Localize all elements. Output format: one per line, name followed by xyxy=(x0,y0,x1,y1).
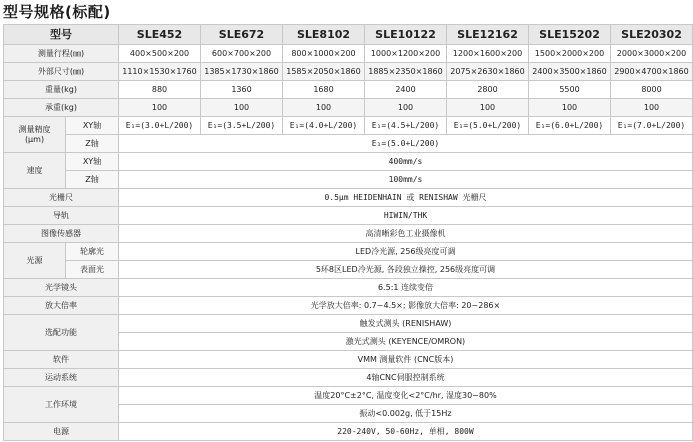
table-cell: E₁=(4.5+L/200) xyxy=(365,117,447,135)
table-cell: 2800 xyxy=(447,81,529,99)
table-cell: 100mm/s xyxy=(119,171,693,189)
table-cell: 1585×2050×1860 xyxy=(283,63,365,81)
table-cell: 5环8区LED冷光源, 各段独立操控, 256级亮度可调 xyxy=(119,261,693,279)
row-sublabel: Z轴 xyxy=(66,135,119,153)
model-name: SLE8102 xyxy=(283,25,365,45)
table-row-options-1 xyxy=(4,315,693,333)
model-name: SLE672 xyxy=(201,25,283,45)
table-cell: 2400×3500×1860 xyxy=(529,63,611,81)
table-cell: 5500 xyxy=(529,81,611,99)
table-row-software xyxy=(4,351,693,369)
table-cell: 1385×1730×1860 xyxy=(201,63,283,81)
table-cell: E₁=(6.0+L/200) xyxy=(529,117,611,135)
row-label: 软件 xyxy=(4,351,119,369)
table-cell: 2000×3000×200 xyxy=(611,45,693,63)
table-cell: 光学放大倍率: 0.7~4.5×; 影像放大倍率: 20~286× xyxy=(119,297,693,315)
table-row-environment-1 xyxy=(4,387,693,405)
spec-table xyxy=(3,24,693,441)
table-row-lens xyxy=(4,279,693,297)
table-cell: 800×1000×200 xyxy=(283,45,365,63)
row-label: 图像传感器 xyxy=(4,225,119,243)
table-cell: 8000 xyxy=(611,81,693,99)
table-cell: 2075×2630×1860 xyxy=(447,63,529,81)
table-cell: E₁=(7.0+L/200) xyxy=(611,117,693,135)
table-cell: E₁=(5.0+L/200) xyxy=(119,135,693,153)
table-cell: 触发式测头 (RENISHAW) xyxy=(119,315,693,333)
header-row xyxy=(4,25,693,45)
table-cell: 激光式测头 (KEYENCE/OMRON) xyxy=(119,333,693,351)
row-label: 测量行程(㎜) xyxy=(4,45,119,63)
row-sublabel: 表面光 xyxy=(66,261,119,279)
table-row-light-surface xyxy=(4,261,693,279)
model-header-label: 型号 xyxy=(4,25,119,45)
table-row-sensor xyxy=(4,225,693,243)
table-row-load xyxy=(4,99,693,117)
table-row-outer xyxy=(4,63,693,81)
row-sublabel: Z轴 xyxy=(66,171,119,189)
table-cell: 6.5:1 连续变倍 xyxy=(119,279,693,297)
model-name: SLE10122 xyxy=(365,25,447,45)
table-row-scale xyxy=(4,189,693,207)
table-cell: 振动<0.002g, 低于15Hz xyxy=(119,405,693,423)
table-row-light-contour xyxy=(4,243,693,261)
table-row-accuracy-xy xyxy=(4,117,693,135)
row-label-unit: (μm) xyxy=(24,134,45,144)
row-label: 放大倍率 xyxy=(4,297,119,315)
table-row-motion xyxy=(4,369,693,387)
table-cell: 100 xyxy=(529,99,611,117)
row-label: 外部尺寸(㎜) xyxy=(4,63,119,81)
table-cell: 0.5μm HEIDENHAIN 或 RENISHAW 光栅尺 xyxy=(119,189,693,207)
table-cell: 100 xyxy=(447,99,529,117)
row-sublabel: 轮廓光 xyxy=(66,243,119,261)
row-label: 承重(kg) xyxy=(4,99,119,117)
table-cell: VMM 测量软件 (CNC版本) xyxy=(119,351,693,369)
row-label: 工作环境 xyxy=(4,387,119,423)
table-cell: 100 xyxy=(611,99,693,117)
model-name: SLE15202 xyxy=(529,25,611,45)
row-label: 光栅尺 xyxy=(4,189,119,207)
row-label: 测量精度 xyxy=(18,124,51,134)
table-row-speed-xy xyxy=(4,153,693,171)
table-row-accuracy-z xyxy=(4,135,693,153)
table-row-travel xyxy=(4,45,693,63)
row-label: 重量(kg) xyxy=(4,81,119,99)
table-cell: 2400 xyxy=(365,81,447,99)
table-cell: 1885×2350×1860 xyxy=(365,63,447,81)
table-cell: 100 xyxy=(283,99,365,117)
table-cell: 880 xyxy=(119,81,201,99)
table-cell: 温度20°C±2°C, 温度变化<2°C/hr, 湿度30~80% xyxy=(119,387,693,405)
row-label: 光源 xyxy=(4,243,66,279)
row-label: 选配功能 xyxy=(4,315,119,351)
model-name: SLE452 xyxy=(119,25,201,45)
table-cell: E₁=(5.0+L/200) xyxy=(447,117,529,135)
table-row-magnification xyxy=(4,297,693,315)
row-label: 速度 xyxy=(4,153,66,189)
table-cell: 100 xyxy=(119,99,201,117)
row-label: 运动系统 xyxy=(4,369,119,387)
page-title: 型号规格(标配) xyxy=(3,3,111,21)
row-label: 导轨 xyxy=(4,207,119,225)
table-cell: 400mm/s xyxy=(119,153,693,171)
table-cell: 100 xyxy=(201,99,283,117)
model-name: SLE12162 xyxy=(447,25,529,45)
table-cell: LED冷光源, 256级亮度可调 xyxy=(119,243,693,261)
table-row-power xyxy=(4,423,693,441)
table-cell: 1680 xyxy=(283,81,365,99)
row-label: 光学镜头 xyxy=(4,279,119,297)
row-sublabel: XY轴 xyxy=(66,153,119,171)
table-cell: E₁=(3.5+L/200) xyxy=(201,117,283,135)
model-name: SLE20302 xyxy=(611,25,693,45)
table-cell: 400×500×200 xyxy=(119,45,201,63)
row-label-accuracy xyxy=(4,117,66,153)
table-cell: 100 xyxy=(365,99,447,117)
table-row-weight xyxy=(4,81,693,99)
table-cell: E₁=(3.0+L/200) xyxy=(119,117,201,135)
table-cell: 2900×4700×1860 xyxy=(611,63,693,81)
table-cell: 高清晰彩色工业摄像机 xyxy=(119,225,693,243)
row-sublabel: XY轴 xyxy=(66,117,119,135)
table-cell: HIWIN/THK xyxy=(119,207,693,225)
table-cell: 600×700×200 xyxy=(201,45,283,63)
table-cell: E₁=(4.0+L/200) xyxy=(283,117,365,135)
row-label: 电源 xyxy=(4,423,119,441)
table-cell: 1110×1530×1760 xyxy=(119,63,201,81)
table-cell: 4轴CNC伺服控制系统 xyxy=(119,369,693,387)
table-cell: 1360 xyxy=(201,81,283,99)
table-cell: 1500×2000×200 xyxy=(529,45,611,63)
table-cell: 1200×1600×200 xyxy=(447,45,529,63)
table-cell: 220-240V, 50-60Hz, 单相, 800W xyxy=(119,423,693,441)
table-cell: 1000×1200×200 xyxy=(365,45,447,63)
table-row-speed-z xyxy=(4,171,693,189)
table-row-guide xyxy=(4,207,693,225)
